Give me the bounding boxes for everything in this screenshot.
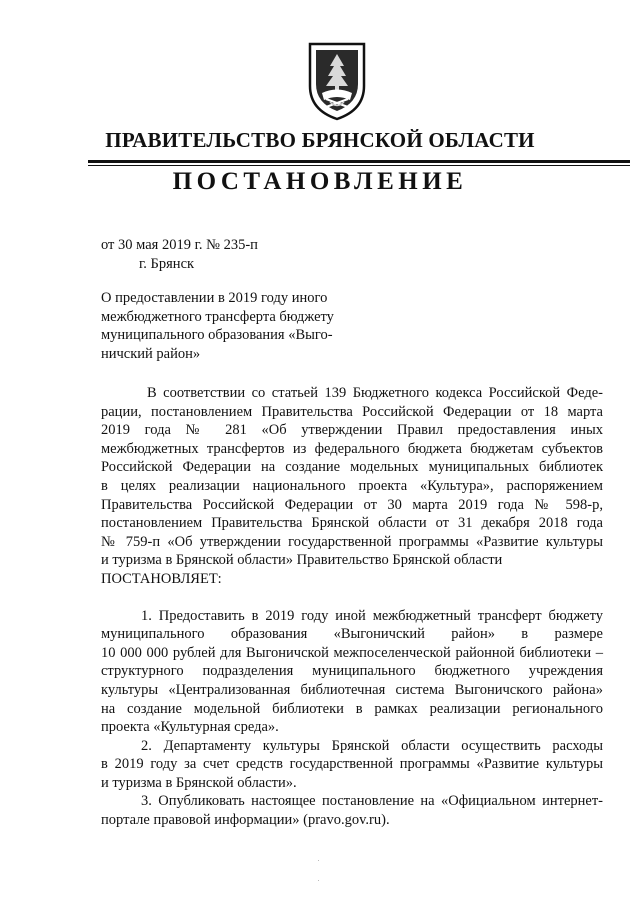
scan-speck (318, 860, 319, 861)
city: г. Брянск (139, 256, 195, 272)
header-divider-thin (88, 165, 630, 166)
preamble-paragraph (101, 384, 603, 589)
body-line: и туризма в Брянской области». (101, 774, 297, 791)
clause-3 (101, 792, 603, 829)
body-line: рации, постановлением Правительства Российской Федерации от 18 марта (101, 403, 603, 420)
document-body (101, 384, 603, 830)
clause-2 (101, 737, 603, 793)
document-subject (101, 289, 371, 363)
body-line: В соответствии со статьей 139 Бюджетного кодекса Российской Феде- (147, 385, 603, 401)
resolves-keyword: ПОСТАНОВЛЯЕТ: (101, 570, 222, 587)
government-name: ПРАВИТЕЛЬСТВО БРЯНСКОЙ ОБЛАСТИ (105, 128, 535, 152)
body-line: 2. Департаменту культуры Брянской области осуществить расходы (141, 737, 603, 754)
body-line: межбюджетных трансфертов из федерального бюджета бюджетам субъектов (101, 440, 603, 457)
body-line: в целях реализации национального проекта «Культура», распоряжением (101, 477, 603, 494)
body-line: муниципального образования «Выгоничский район» в размере (101, 626, 603, 643)
coat-of-arms-emblem (306, 40, 368, 122)
body-line: структурного подразделения муниципального бюджетного учреждения (101, 663, 603, 680)
body-line: на создание модельной библиотеки в рамках реализации регионального (101, 700, 603, 717)
body-line: 1. Предоставить в 2019 году иной межбюджетный трансферт бюджету (141, 607, 603, 624)
body-line: и туризма в Брянской области» Правительство Брянской области (101, 552, 503, 569)
body-line: Правительства Российской Федерации от 30 марта 2019 года № 598-р, (101, 496, 603, 513)
body-line: 3. Опубликовать настоящее постановление на «Официальном интернет- (141, 793, 603, 810)
body-line: культуры «Централизованная библиотечная система Выгоничского района» (101, 681, 603, 698)
body-line: 2019 года № 281 «Об утверждении Правил предоставления иных (101, 422, 603, 439)
clause-1 (101, 607, 603, 737)
body-line: 10 000 000 рублей для Выгоничской межпоселенческой районной библиотеки – (101, 644, 603, 661)
body-line: № 759-п «Об утверждении государственной программы «Развитие культуры (101, 533, 603, 550)
subject-line: О предоставлении в 2019 году иного (101, 290, 328, 306)
subject-line: межбюджетного трансферта бюджету (101, 308, 334, 325)
date-and-number: от 30 мая 2019 г. № 235-п (101, 237, 258, 253)
body-line: Российской Федерации на создание модельных муниципальных библиотек (101, 459, 603, 476)
body-line: постановлением Правительства Брянской области от 31 декабря 2018 года (101, 515, 603, 532)
body-line: проекта «Культурная среда». (101, 719, 279, 736)
scan-speck (318, 880, 319, 881)
header-divider-thick (88, 160, 630, 163)
subject-line: муниципального образования «Выго- (101, 327, 333, 343)
body-line: в 2019 году за счет средств государственной программы «Развитие культуры (101, 756, 603, 773)
subject-line: ничский район» (101, 345, 201, 362)
document-title: ПОСТАНОВЛЕНИЕ (172, 168, 468, 195)
body-line: портале правовой информации» (pravo.gov.ru). (101, 812, 390, 829)
